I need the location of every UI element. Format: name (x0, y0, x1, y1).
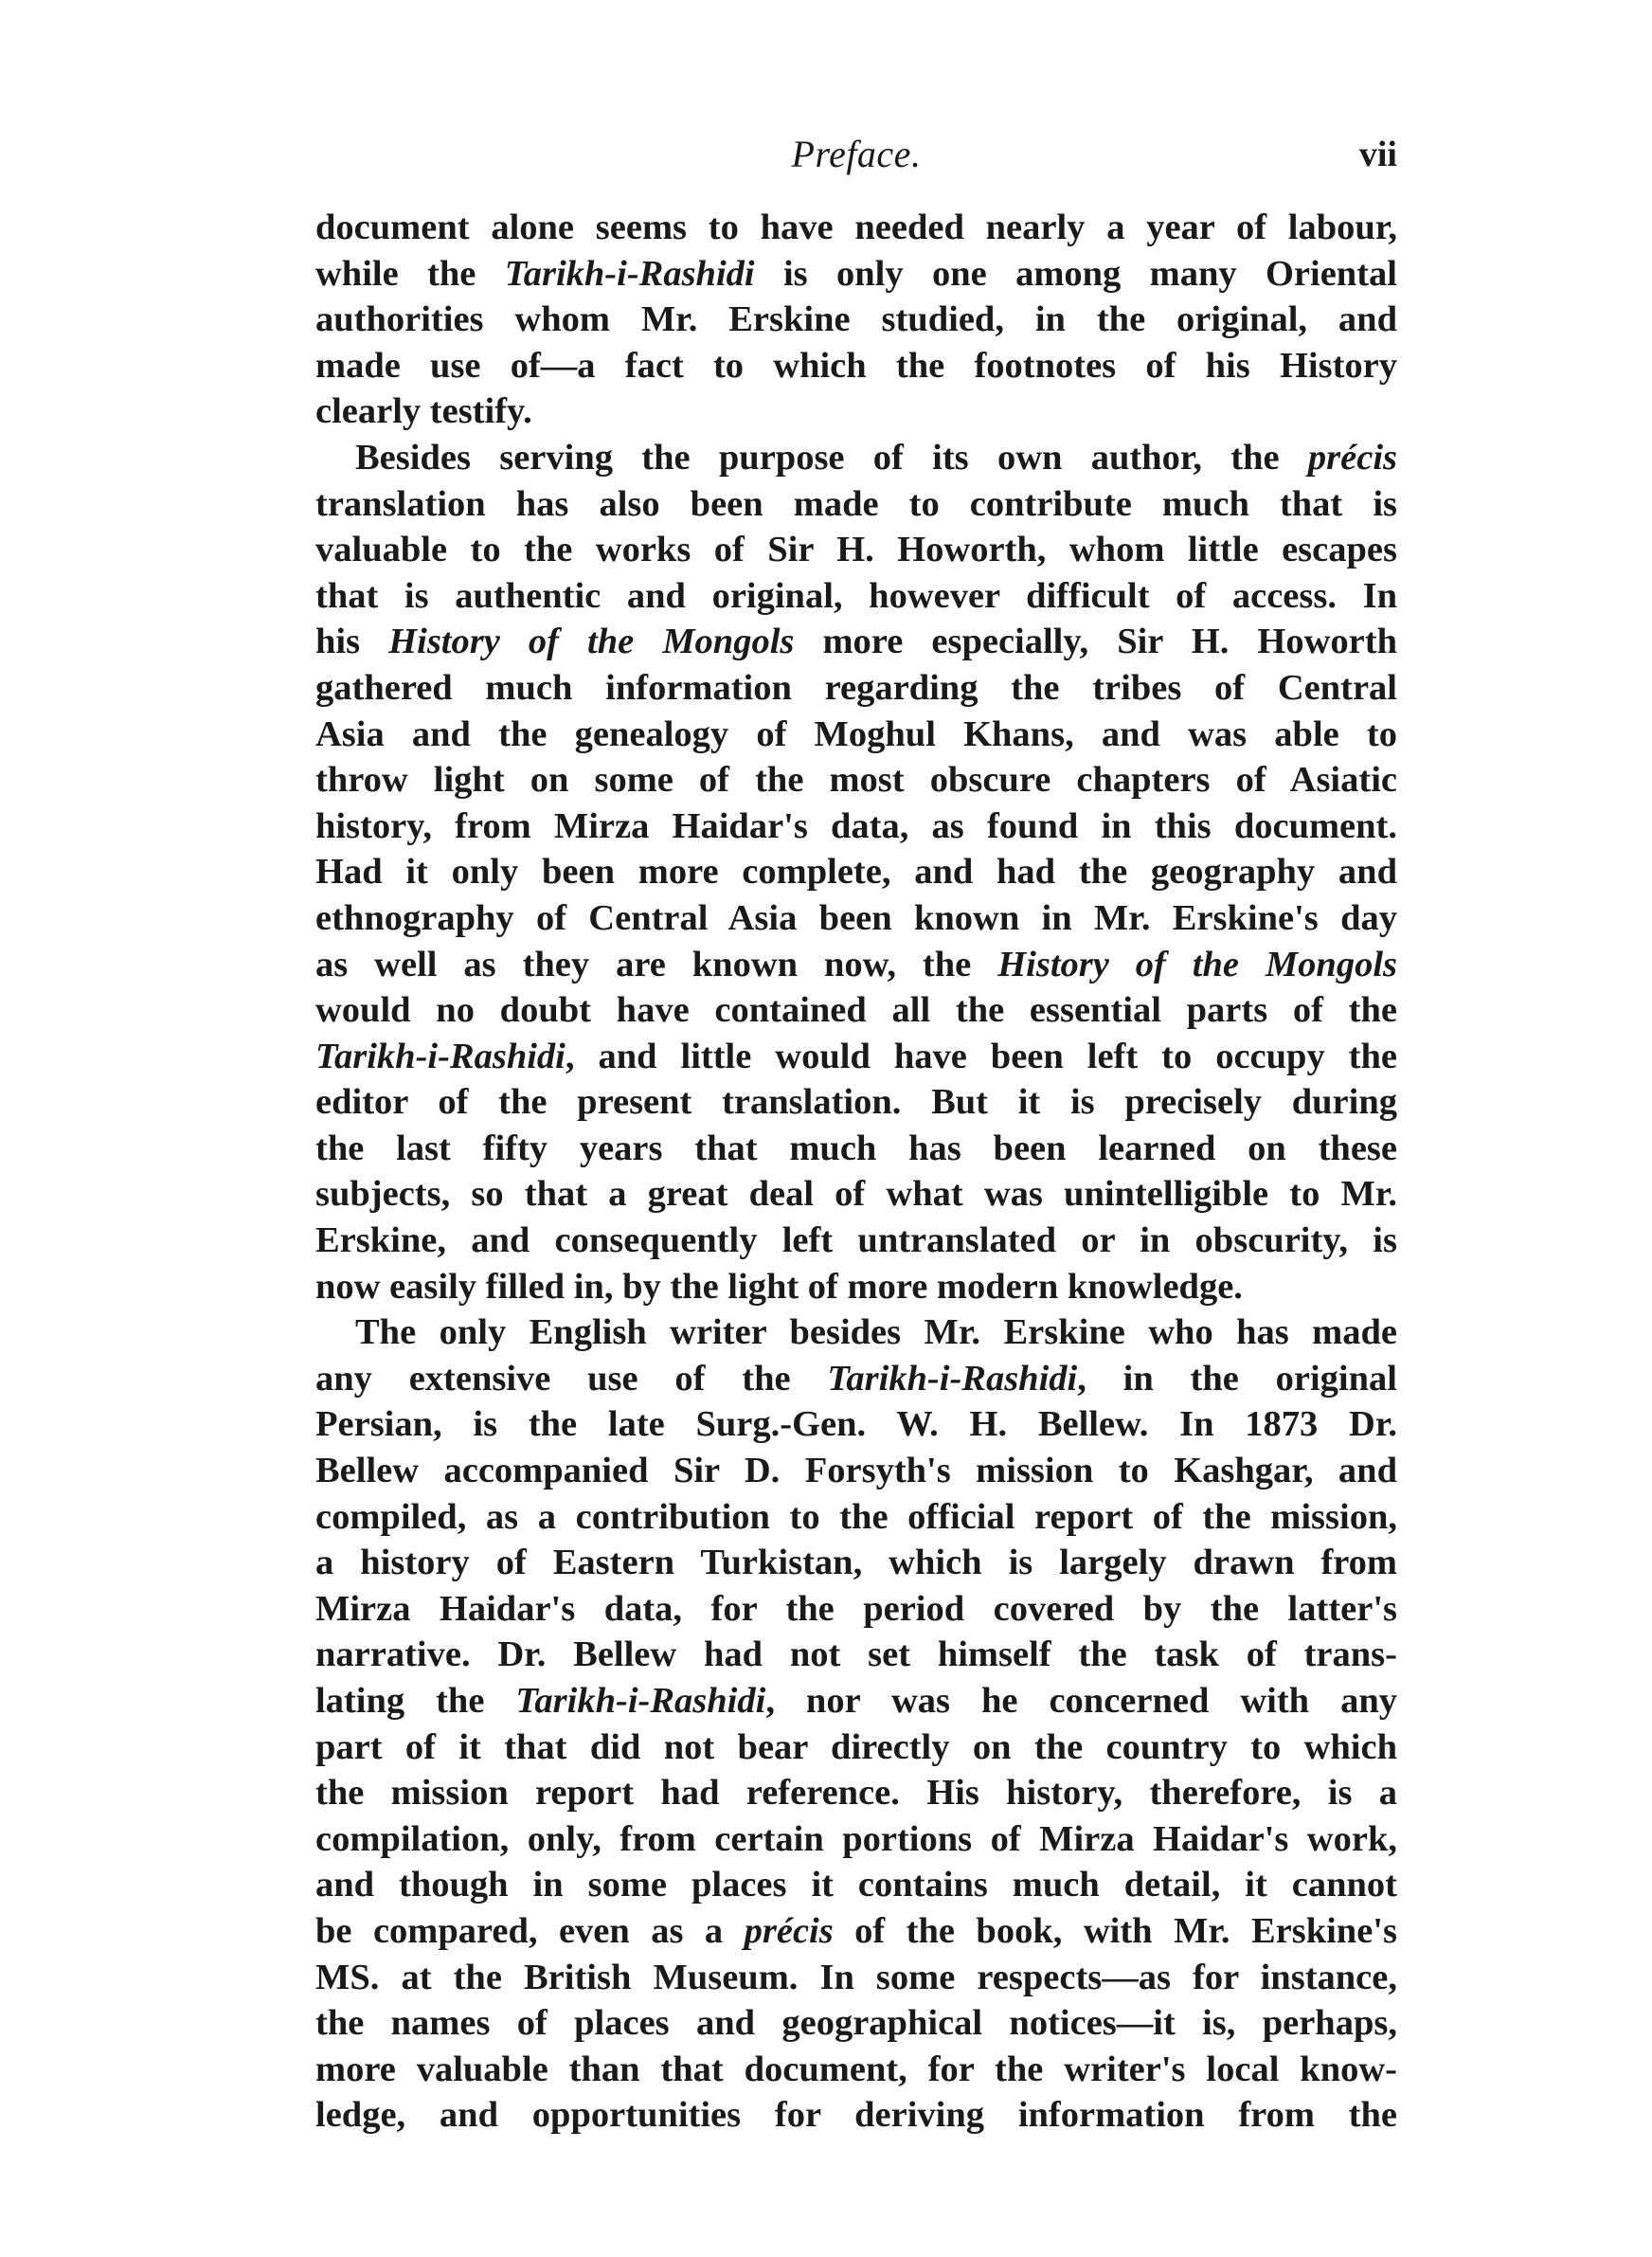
text-line: Mirza Haidar's data, for the period covered by the latter's (315, 1588, 1397, 1629)
text-line: subjects, so that a great deal of what was unintelligible to Mr. (315, 1174, 1397, 1215)
paragraph (315, 435, 1397, 1309)
text-line: ethnography of Central Asia been known in Mr. Erskine's day (315, 897, 1397, 938)
text-line: Besides serving the purpose of its own author, the précis (355, 437, 1397, 478)
paragraph (315, 1309, 1397, 2139)
text-line: a history of Eastern Turkistan, which is largely drawn from (315, 1543, 1397, 1583)
italic-title: Tarikh-i-Rashidi (315, 1036, 566, 1076)
text-line: editor of the present translation. But it is precisely during (315, 1082, 1397, 1123)
italic-title: précis (744, 1910, 834, 1951)
text-line: document alone seems to have needed nearly a year of labour, (315, 208, 1397, 247)
text-line: that is authentic and original, however difficult of access. In (315, 575, 1397, 616)
text-line: made use of—a fact to which the footnotes of his History (315, 345, 1397, 386)
text-line: while the Tarikh-i-Rashidi is only one among many Oriental (315, 253, 1397, 294)
body-text (315, 205, 1397, 2139)
text-line: authorities whom Mr. Erskine studied, in the original, and (315, 299, 1397, 340)
text-line: clearly testify. (315, 391, 532, 432)
paragraph (315, 205, 1397, 435)
text-line: Erskine, and consequently left untranslated or in obscurity, is (315, 1220, 1397, 1261)
italic-title: Tarikh-i-Rashidi (827, 1358, 1078, 1399)
text-line: Bellew accompanied Sir D. Forsyth's mission to Kashgar, and (315, 1451, 1397, 1491)
italic-title: Tarikh-i-Rashidi (515, 1681, 766, 1721)
text-line: ledge, and opportunities for deriving information from the (315, 2095, 1397, 2136)
text-line: Asia and the genealogy of Moghul Khans, and was able to (315, 713, 1397, 754)
text-line: MS. at the British Museum. In some respects—as for instance, (315, 1957, 1397, 1997)
text-line: lating the Tarikh-i-Rashidi, nor was he concerned with any (315, 1681, 1397, 1721)
text-line: throw light on some of the most obscure chapters of Asiatic (315, 760, 1397, 801)
text-line: would no doubt have contained all the essential parts of the (315, 990, 1397, 1031)
text-line: The only English writer besides Mr. Erskine who has made (355, 1312, 1397, 1353)
running-title: Preface. (791, 133, 922, 175)
text-line: and though in some places it contains much detail, it cannot (315, 1865, 1397, 1905)
text-line: gathered much information regarding the tribes of Central (315, 667, 1397, 708)
text-line: be compared, even as a précis of the book, with Mr. Erskine's (315, 1910, 1397, 1951)
text-line: more valuable than that document, for the writer's local know- (315, 2049, 1397, 2089)
text-line: the last fifty years that much has been learned on these (315, 1128, 1397, 1168)
italic-title: History of the Mongols (388, 622, 795, 662)
italic-title: History of the Mongols (997, 944, 1398, 984)
text-line: now easily filled in, by the light of more modern knowledge. (315, 1266, 1243, 1307)
italic-title: précis (1307, 437, 1397, 478)
italic-title: Tarikh-i-Rashidi (504, 253, 755, 294)
text-line: Tarikh-i-Rashidi, and little would have been left to occupy the (315, 1036, 1397, 1076)
text-line: part of it that did not bear directly on the country to which (315, 1726, 1397, 1767)
text-line: his History of the Mongols more especially, Sir H. Howorth (315, 622, 1397, 662)
text-line: Persian, is the late Surg.-Gen. W. H. Bellew. In 1873 Dr. (315, 1404, 1397, 1445)
text-line: compilation, only, from certain portions of Mirza Haidar's work, (315, 1818, 1397, 1859)
text-line: translation has also been made to contribute much that is (315, 483, 1397, 524)
text-line: compiled, as a contribution to the official report of the mission, (315, 1496, 1397, 1537)
text-line: the names of places and geographical notices—it is, perhaps, (315, 2003, 1397, 2044)
running-head (315, 131, 1397, 178)
page-number: vii (1358, 135, 1397, 174)
text-line: as well as they are known now, the History of the Mongols (315, 944, 1398, 984)
text-line: any extensive use of the Tarikh-i-Rashidi, in the original (315, 1358, 1397, 1399)
text-line: narrative. Dr. Bellew had not set himself the task of trans- (315, 1634, 1397, 1675)
text-line: Had it only been more complete, and had the geography and (315, 852, 1397, 893)
text-line: the mission report had reference. His history, therefore, is a (315, 1773, 1397, 1814)
text-line: valuable to the works of Sir H. Howorth, whom little escapes (315, 530, 1397, 570)
text-line: history, from Mirza Haidar's data, as found in this document. (315, 805, 1397, 846)
